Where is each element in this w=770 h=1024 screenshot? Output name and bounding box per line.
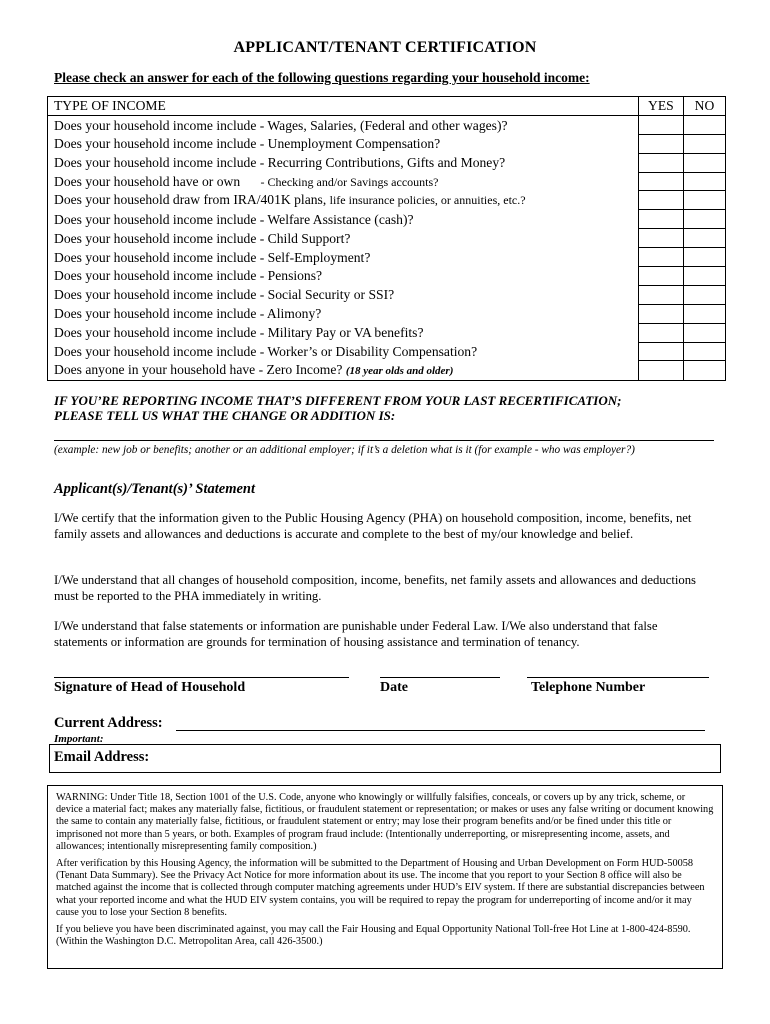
income-question-text: Does your household income include - Alimony? <box>54 306 322 322</box>
yes-checkbox-cell[interactable] <box>638 172 683 191</box>
income-question <box>48 361 639 381</box>
yes-checkbox-cell[interactable] <box>638 153 683 172</box>
income-question-text: Does anyone in your household have - Zero Income? <box>54 361 343 377</box>
type-of-income-header: TYPE OF INCOME <box>48 97 639 116</box>
income-question-text: Does your household income include - Unemployment Compensation? <box>54 136 441 152</box>
no-checkbox-cell[interactable] <box>683 191 725 210</box>
warning-paragraph-1: WARNING: Under Title 18, Section 1001 of the U.S. Code, anyone who knowingly or willfully falsifies, conceals, or covers up by any trick, scheme, or device a material fact; makes any materially false, fictitious, or fraudulent statement or representation; or makes or uses any false writing or document knowing the same to contain any materially false, fictitious, or fraudulent statement or entry; may lose their program benefits and/or be fined under this title or imprisoned not more than 5 years, or both. Examples of program fraud include: (Intentionally underreporting, or misrepresenting income, assets, and allowances; intentionally misrepresenting family composition.) <box>56 792 714 852</box>
yes-checkbox-cell[interactable] <box>638 210 683 229</box>
income-question <box>48 172 639 191</box>
income-question-text: Does your household have or own <box>54 173 241 189</box>
no-checkbox-cell[interactable] <box>683 267 725 286</box>
change-example: (example: new job or benefits; another or an additional employer; if it’s a deletion what is it (for example - who was employer?) <box>54 444 635 456</box>
change-entry-line[interactable] <box>54 440 714 441</box>
no-checkbox-cell[interactable] <box>683 134 725 153</box>
telephone-label: Telephone Number <box>531 680 646 695</box>
no-checkbox-cell[interactable] <box>683 229 725 248</box>
income-question <box>48 267 639 286</box>
yes-checkbox-cell[interactable] <box>638 134 683 153</box>
income-question-row <box>48 210 726 229</box>
signature-line[interactable] <box>54 677 349 678</box>
current-address-line[interactable] <box>176 730 705 731</box>
income-question-text: Does your household draw from IRA/401K plans, <box>54 192 327 208</box>
income-question <box>48 285 639 304</box>
income-question-row <box>48 115 726 134</box>
no-checkbox-cell[interactable] <box>683 342 725 361</box>
telephone-line[interactable] <box>527 677 709 678</box>
income-question <box>48 304 639 323</box>
intro-instruction: Please check an answer for each of the following questions regarding your household income: <box>54 70 590 85</box>
yes-checkbox-cell[interactable] <box>638 191 683 210</box>
income-question-row <box>48 134 726 153</box>
statement-title: Applicant(s)/Tenant(s)’ Statement <box>54 481 255 497</box>
yes-checkbox-cell[interactable] <box>638 342 683 361</box>
income-question <box>48 153 639 172</box>
no-checkbox-cell[interactable] <box>683 115 725 134</box>
income-question-text: Does your household income include - Military Pay or VA benefits? <box>54 325 424 341</box>
warning-paragraph-3: If you believe you have been discriminated against, you may call the Fair Housing and Equal Opportunity National Toll-free Hot Line at 1-800-424-8590. (Within the Washington D.C. Metropolitan Area, call 426-3500.) <box>56 924 691 948</box>
yes-checkbox-cell[interactable] <box>638 304 683 323</box>
yes-checkbox-cell[interactable] <box>638 115 683 134</box>
income-question <box>48 229 639 248</box>
income-question-row <box>48 191 726 210</box>
income-question <box>48 342 639 361</box>
no-checkbox-cell[interactable] <box>683 153 725 172</box>
income-question-text: Does your household income include - Child Support? <box>54 230 351 246</box>
statement-paragraph-3: I/We understand that false statements or information are punishable under Federal Law. I/We also understand that false statements or information are grounds for termination of housing assistance and termination of tenancy. <box>54 619 658 649</box>
statement-paragraph-2: I/We understand that all changes of household composition, income, benefits, net family assets and allowances and deductions must be reported to the PHA immediately in writing. <box>54 573 696 603</box>
no-checkbox-cell[interactable] <box>683 304 725 323</box>
yes-column-header: YES <box>638 97 683 116</box>
no-checkbox-cell[interactable] <box>683 248 725 267</box>
no-checkbox-cell[interactable] <box>683 172 725 191</box>
yes-checkbox-cell[interactable] <box>638 285 683 304</box>
income-question-text: Does your household income include - Pensions? <box>54 268 323 284</box>
current-address-label: Current Address: <box>54 715 163 731</box>
no-checkbox-cell[interactable] <box>683 361 725 381</box>
income-question-text: Does your household income include - Recurring Contributions, Gifts and Money? <box>54 155 506 171</box>
income-question <box>48 210 639 229</box>
income-table <box>47 96 726 381</box>
income-question-text: Does your household income include - Social Security or SSI? <box>54 287 395 303</box>
date-line[interactable] <box>380 677 500 678</box>
income-question <box>48 191 639 210</box>
income-question-row <box>48 304 726 323</box>
income-question-row <box>48 285 726 304</box>
change-heading-line1: IF YOU’RE REPORTING INCOME THAT’S DIFFERENT FROM YOUR LAST RECERTIFICATION; <box>54 393 622 408</box>
important-label: Important: <box>54 733 104 745</box>
no-column-header: NO <box>683 97 725 116</box>
yes-checkbox-cell[interactable] <box>638 323 683 342</box>
income-question-row <box>48 323 726 342</box>
statement-paragraph-1: I/We certify that the information given to the Public Housing Agency (PHA) on household composition, income, benefits, net family assets and allowances and deductions is accurate and complete to the best of my/our knowledge and belief. <box>54 511 692 541</box>
income-question-row <box>48 248 726 267</box>
income-question-row <box>48 153 726 172</box>
income-question-suffix: - Checking and/or Savings accounts? <box>260 174 439 189</box>
income-question-row <box>48 361 726 381</box>
no-checkbox-cell[interactable] <box>683 285 725 304</box>
email-address-label: Email Address: <box>54 749 150 765</box>
income-question-text: Does your household income include - Self-Employment? <box>54 249 371 265</box>
income-question <box>48 115 639 134</box>
page-title: APPLICANT/TENANT CERTIFICATION <box>233 39 537 56</box>
income-question-row <box>48 172 726 191</box>
email-address-field[interactable] <box>49 744 721 773</box>
change-heading-line2: PLEASE TELL US WHAT THE CHANGE OR ADDITION IS: <box>54 408 396 423</box>
change-heading <box>54 393 621 423</box>
income-question-text: Does your household income include - Worker’s or Disability Compensation? <box>54 344 478 360</box>
income-question-suffix: life insurance policies, or annuities, etc.? <box>329 193 526 208</box>
income-question <box>48 248 639 267</box>
yes-checkbox-cell[interactable] <box>638 361 683 381</box>
yes-checkbox-cell[interactable] <box>638 267 683 286</box>
no-checkbox-cell[interactable] <box>683 323 725 342</box>
income-question <box>48 323 639 342</box>
warning-box <box>47 785 723 969</box>
no-checkbox-cell[interactable] <box>683 210 725 229</box>
yes-checkbox-cell[interactable] <box>638 229 683 248</box>
signature-label: Signature of Head of Household <box>54 680 246 695</box>
date-label: Date <box>380 680 408 695</box>
income-question-text: Does your household income include - Wages, Salaries, (Federal and other wages)? <box>54 117 508 133</box>
income-question-row <box>48 229 726 248</box>
income-question-text: Does your household income include - Welfare Assistance (cash)? <box>54 211 414 227</box>
income-question-row <box>48 267 726 286</box>
yes-checkbox-cell[interactable] <box>638 248 683 267</box>
income-question-suffix: (18 year olds and older) <box>345 364 454 377</box>
income-question-row <box>48 342 726 361</box>
income-question <box>48 134 639 153</box>
warning-paragraph-2: After verification by this Housing Agency, the information will be submitted to the Department of Housing and Urban Development on Form HUD-50058 (Tenant Data Summary). See the Privacy Act Notice for more information about its use. The income that you report to your Section 8 office will also be matched against the income that is collected through computer matching agreements under HUD’s EIV system. If there are substantial discrepancies between what your reported income and what the HUD EIV system contains, you will be required to repay the program for underreporting of income and/or it may cause you to lose your Section 8 benefits. <box>56 858 705 918</box>
